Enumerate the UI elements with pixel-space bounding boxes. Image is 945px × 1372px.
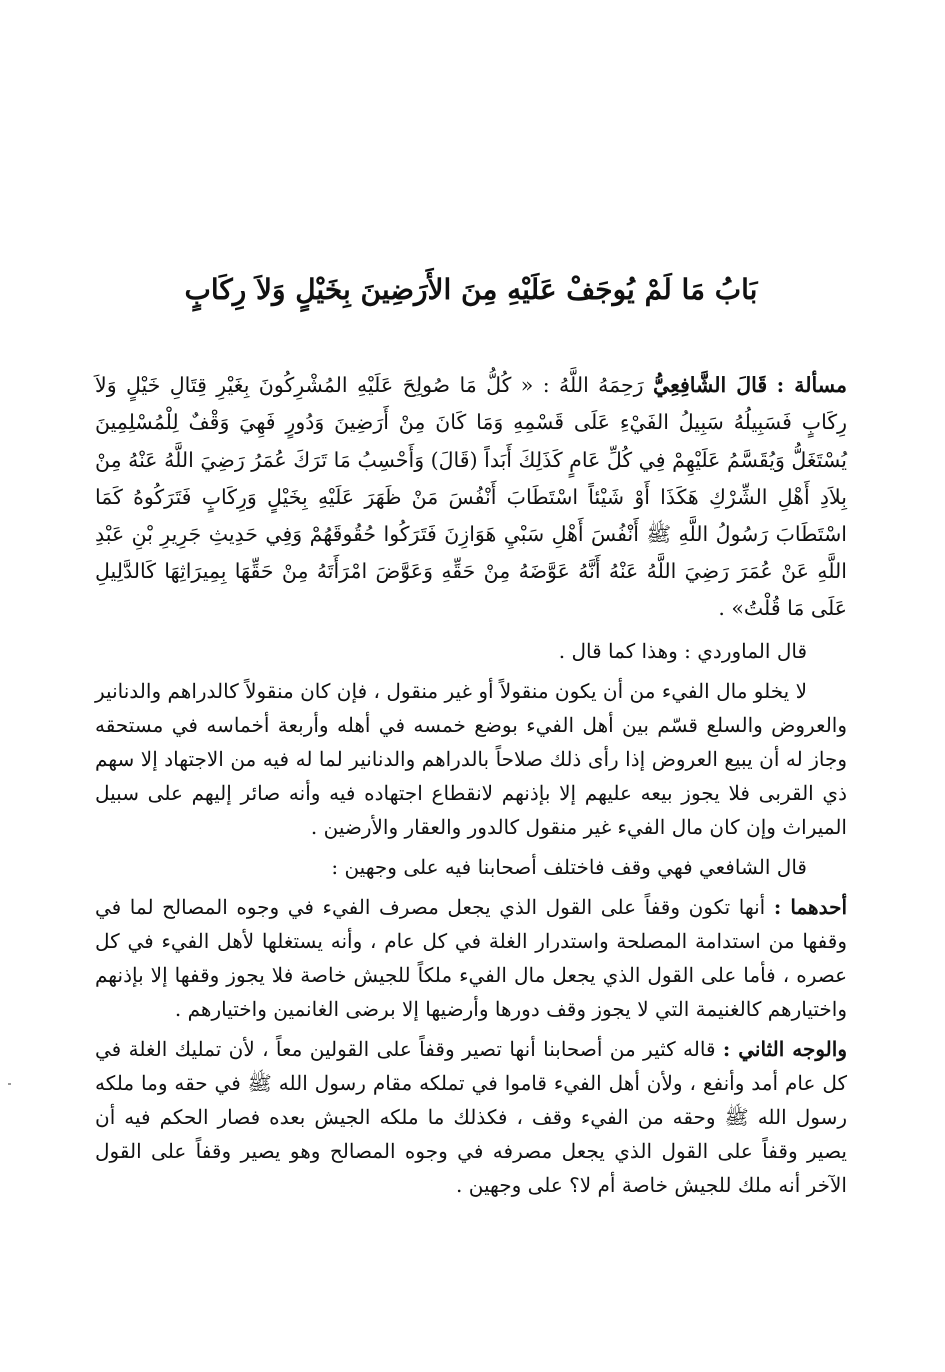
- first-view-text: أنها تكون وقفاً على القول الذي يجعل مصرف الفيء في وجوه المصالح لما في وقفها من استدامة المصلحة واستدرار الغلة في كل عام ، وأنه يستغلها لأهل الفيء في كل عصره ، فأما على القول الذي يجعل مال الفيء ملكاً للجيش خاصة فلا يجوز وقفها إلا بإذنهم واختيارهم كالغنيمة التي لا يجوز وقف دورها وأرضيها إلا برضى الغانمين واختيارهم .: [95, 894, 847, 1021]
- commentary-paragraph-1: لا يخلو مال الفيء من أن يكون منقولاً أو غير منقول ، فإن كان منقولاً كالدراهم والدنانير والعروض والسلع قسّم بين أهل الفيء بوضع خمسه في أهله وأربعة أخماسه في مستحقه وجاز له أن يبيع العروض إذا رأى ذلك صلاحاً بالدراهم والدنانير لما له فيه من الاجتهاد إلا سهم ذي القربى فلا يجوز بيعه عليهم إلا بإذنهم لانقطاع اجتهاده فيه وأنه صائر إليهم على سبيل الميراث وإن كان مال الفيء غير منقول كالدور والعقار والأرضين .: [95, 678, 847, 839]
- margin-mark: [8, 1083, 11, 1085]
- chapter-title: بَابُ مَا لَمْ يُوجَفْ عَلَيْهِ مِنَ الأَرَضِينَ بِخَيْلٍ وَلاَ رِكَابٍ: [184, 273, 758, 306]
- masala-text: رَحِمَهُ اللَّهُ : « كُلُّ مَا صُولِحَ عَلَيْهِ المُشْرِكُونَ بِغَيْرِ قِتَالِ خَيْلٍ وَلاَ رِكَابٍ فَسَبِيلُهُ سَبِيلُ الفَيْءِ عَلَى قَسْمِهِ وَمَا كَانَ مِنْ أَرَضِينَ وَدُورٍ فَهِيَ وَقْفٌ لِلْمُسْلِمِينَ يُسْتَغَلُّ وَيُقَسَّمُ عَلَيْهِمْ فِي كُلِّ عَامٍ كَذَلِكَ أَبَداً (قَالَ) وَأَحْسِبُ مَا تَرَكَ عُمَرُ رَضِيَ اللَّهُ عَنْهُ مِنْ بِلاَدِ أَهْلِ الشِّرْكِ هَكَذَا أَوْ شَيْئاً اسْتَطَابَ أَنْفُسَ مَنْ ظَهَرَ عَلَيْهِ بِخَيْلٍ وَرِكَابٍ فَتَرَكُوهُ كَمَا اسْتَطَابَ رَسُولُ اللَّهِ ﷺ أَنْفُسَ أَهْلِ سَبْيِ هَوَازِنَ فَتَرَكُوا حُقُوقَهُمْ وَفِي حَدِيثِ جَرِيرِ بْنِ عَبْدِ اللَّهِ عَنْ عُمَرَ رَضِيَ اللَّهُ عَنْهُ أَنَّهُ عَوَّضَهُ مِنْ حَقِّهِ وَعَوَّضَ امْرَأَتَهُ مِنْ حَقِّهَا بِمِيرَاثِهَا كَالدَّلِيلِ عَلَى مَا قُلْتُ» .: [95, 373, 847, 621]
- page-body: [95, 270, 847, 1208]
- commentary-paragraph-3: [95, 890, 847, 1026]
- mawardi-paragraph: قال الماوردي : وهذا كما قال .: [558, 638, 807, 663]
- masala-speaker: قَالَ الشَّافِعِيُّ: [653, 373, 768, 398]
- first-view-label: أحدهما :: [773, 894, 848, 919]
- masala-paragraph: [95, 367, 847, 627]
- second-view-label: والوجه الثاني :: [722, 1036, 847, 1061]
- second-view-text: قاله كثير من أصحابنا أنها تصير وقفاً على القولين معاً ، لأن تمليك الغلة في كل عام أمد وأنفع ، ولأن أهل الفيء قاموا في تملكه مقام رسول الله ﷺ في حقه وما ملكه رسول الله ﷺ وحقه من الفيء وقف ، فكذلك ما ملكه الجيش بعده فصار الحكم فيه أن يصير وقفاً على القول الذي يجعل مصرفه في وجوه المصالح وهو يصير وقفاً على القول الآخر أنه ملك للجيش خاصة أم لا؟ على وجهين .: [95, 1036, 847, 1197]
- masala-label: مسألة :: [776, 373, 847, 398]
- commentary-paragraph-4: [95, 1032, 847, 1202]
- commentary-paragraph-2: قال الشافعي فهي وقف فاختلف أصحابنا فيه على وجهين :: [331, 854, 807, 879]
